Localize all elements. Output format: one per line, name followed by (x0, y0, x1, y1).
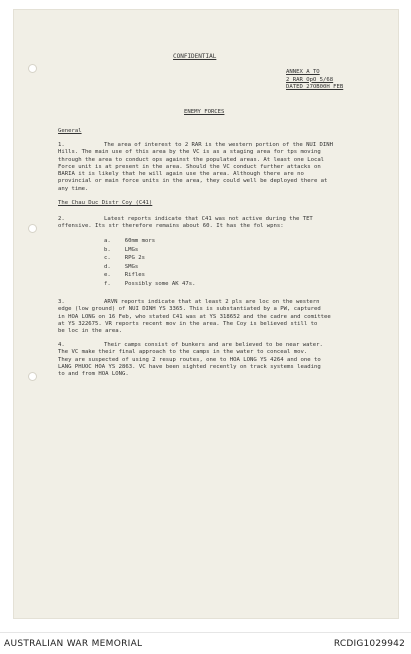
weapon-item (104, 255, 145, 262)
weapon-letter: b. (104, 246, 111, 253)
classification-label: CONFIDENTIAL (173, 53, 217, 60)
paragraph-2-number: 2. (58, 216, 65, 222)
weapon-letter: a. (104, 238, 111, 244)
weapon-letter: e. (104, 272, 111, 278)
weapon-name: 60mm mors (124, 238, 156, 244)
paragraph-1-line: any time. (58, 185, 89, 192)
paragraph-4-line: to and from HOA LONG. (58, 371, 129, 378)
paragraph-3-line: at YS 322675. VR reports recent mov in the area. The Coy is believed still to (58, 320, 318, 327)
weapon-name: Possibly some AK 47s. (124, 280, 196, 287)
paragraph-4-number: 4. (58, 342, 65, 348)
paragraph-1-number: 1. (58, 142, 65, 148)
weapon-item (104, 247, 138, 254)
paragraph-2-line: offensive. Its str therefore remains about 60. It has the fol wpns: (58, 223, 284, 230)
paragraph-4-line: LANG PHUOC HOA YS 2863. VC have been sighted recently on track systems leading (58, 363, 321, 370)
paragraph-3-line: ARVN reports indicate that at least 2 pls are loc on the western (104, 299, 320, 305)
paragraph-3-line: in HOA LONG on 16 Feb, who stated C41 was at YS 318652 and the cadre and comittee (58, 313, 331, 320)
paragraph-4-line: They are suspected of using 2 resup routes, one to HOA LONG YS 4264 and one to (58, 356, 321, 363)
paragraph-1-line: provincial or main force units in the area, they could well be deployed there at (58, 178, 328, 185)
paragraph-4-line: The VC make their final approach to the camps in the water to conceal mov. (58, 349, 308, 356)
paragraph-1-line: The area of interest to 2 RAR is the western portion of the NUI DINH (104, 142, 334, 148)
annex-line-1: ANNEX A TO (286, 69, 320, 75)
paragraph-2-line: Latest reports indicate that C41 was not active during the TET (104, 216, 313, 222)
weapon-item (104, 264, 138, 271)
weapon-name: LMGs (124, 246, 139, 253)
document-title: ENEMY FORCES (184, 109, 225, 115)
weapon-name: Rifles (124, 272, 145, 278)
weapon-name: SMGs (124, 263, 139, 270)
weapon-letter: f. (104, 280, 111, 287)
paragraph-1-line: Hills. The main use of this area by the VC is as a staging area for tps moving (58, 149, 321, 156)
archive-footer (0, 632, 411, 654)
annex-line-3: DATED 27OB00H FEB (286, 84, 344, 90)
annex-line-2: 2 RAR OpO 5/68 (286, 76, 334, 83)
weapon-letter: d. (104, 263, 111, 270)
paragraph-3 (58, 299, 331, 335)
paragraph-3-number: 3. (58, 299, 65, 305)
paragraph-1 (58, 142, 333, 193)
paragraph-3-line: edge (low ground) of NUI DINH YS 3365. This is substantiated by a PW, captured (58, 306, 321, 313)
archive-source: AUSTRALIAN WAR MEMORIAL (4, 639, 143, 649)
paragraph-3-line: be loc in the area. (58, 328, 122, 335)
punch-hole-middle (28, 224, 37, 233)
general-heading: General (58, 128, 82, 134)
weapon-letter: c. (104, 255, 111, 261)
punch-hole-bottom (28, 372, 37, 381)
paragraph-1-line: Force unit is at present in the area. Should the VC conduct further attacks on (58, 163, 321, 170)
weapon-item (104, 272, 145, 279)
document-page (14, 10, 398, 618)
weapon-name: RPG 2s (124, 255, 145, 261)
paragraph-1-line: BARIA it is likely that he will again use the area. Although there are no (58, 171, 304, 178)
paragraph-4 (58, 342, 323, 378)
weapon-item (104, 238, 155, 245)
punch-hole-top (28, 64, 37, 73)
paragraph-2 (58, 216, 313, 231)
weapon-item (104, 281, 195, 288)
c41-subheading: The Chau Duc Distr Coy (C41) (58, 200, 153, 206)
archive-record-id: RCDIG1029942 (333, 639, 405, 649)
paragraph-1-line: through the area to conduct ops against the populated areas. At least one Local (58, 156, 325, 163)
paragraph-4-line: Their camps consist of bunkers and are believed to be near water. (104, 342, 323, 348)
